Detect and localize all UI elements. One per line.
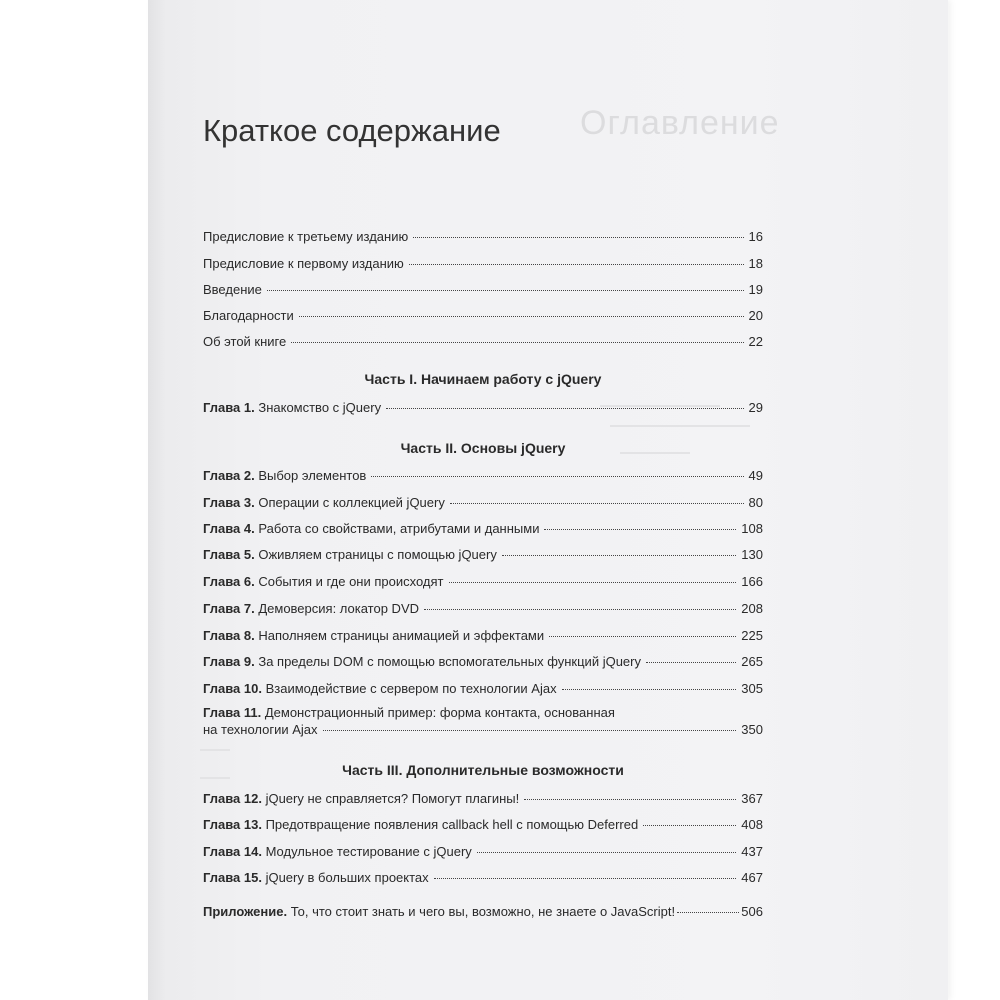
dot-leader <box>434 878 737 879</box>
toc-entry <box>203 256 763 274</box>
bleed-through-heading: Оглавление <box>580 104 780 142</box>
chapter-number: Глава 7. <box>203 601 255 616</box>
toc-entry-page: 350 <box>741 722 763 737</box>
chapter-number: Глава 15. <box>203 870 262 885</box>
toc-entry-page: 130 <box>741 547 763 562</box>
toc-entry <box>203 722 763 740</box>
toc-entry-first-line <box>203 705 763 720</box>
chapter-number: Глава 12. <box>203 791 262 806</box>
toc-entry-label: Благодарности <box>203 308 294 323</box>
toc-entry <box>203 282 763 300</box>
dot-leader <box>643 825 736 826</box>
toc-entry-label: jQuery не справляется? Помогут плагины! <box>265 791 520 806</box>
toc-entry <box>203 844 763 862</box>
toc-entry-page: 408 <box>741 817 763 832</box>
toc-entry-label: Операции с коллекцией jQuery <box>258 495 445 510</box>
bleed-through-line <box>610 425 750 427</box>
toc-entry <box>203 334 763 352</box>
appendix-prefix: Приложение. <box>203 904 288 919</box>
toc-entry <box>203 468 763 486</box>
toc-entry-label: Выбор элементов <box>258 468 367 483</box>
toc-entry-page: 19 <box>748 282 763 297</box>
dot-leader <box>409 264 744 265</box>
toc-entry-page: 22 <box>748 334 763 349</box>
toc-entry <box>203 681 763 699</box>
dot-leader <box>677 912 739 913</box>
toc-entry <box>203 308 763 326</box>
dot-leader <box>646 662 736 663</box>
chapter-number: Глава 14. <box>203 844 262 859</box>
page-title: Краткое содержание <box>203 113 501 148</box>
toc-entry-label: За пределы DOM с помощью вспомогательных функций jQuery <box>258 654 641 669</box>
dot-leader <box>544 529 736 530</box>
toc-entry-label: jQuery в больших проектах <box>265 870 429 885</box>
toc-entry-page: 49 <box>748 468 763 483</box>
chapter-number: Глава 11. <box>203 705 262 720</box>
toc-entry-page: 437 <box>741 844 763 859</box>
dot-leader <box>386 408 743 409</box>
toc-entry <box>203 870 763 888</box>
chapter-number: Глава 8. <box>203 628 255 643</box>
chapter-number: Глава 13. <box>203 817 262 832</box>
toc-entry-page: 16 <box>748 229 763 244</box>
toc-entry <box>203 521 763 539</box>
toc-entry <box>203 654 763 672</box>
dot-leader <box>450 503 744 504</box>
toc-entry-label: Демонстрационный пример: форма контакта, основанная <box>264 705 615 720</box>
dot-leader <box>371 476 743 477</box>
dot-leader <box>267 290 744 291</box>
toc-entry-appendix <box>203 904 763 922</box>
toc-entry-label: То, что стоит знать и чего вы, возможно, не знаете о JavaScript! <box>290 904 676 919</box>
toc-entry-page: 108 <box>741 521 763 536</box>
toc-entry-page: 467 <box>741 870 763 885</box>
chapter-number: Глава 1. <box>203 400 255 415</box>
toc-entry-label: Предисловие к первому изданию <box>203 256 404 271</box>
part-heading: Часть III. Дополнительные возможности <box>342 762 624 778</box>
toc-entry <box>203 495 763 513</box>
toc-entry-label: Предотвращение появления callback hell с помощью Deferred <box>265 817 639 832</box>
chapter-number: Глава 9. <box>203 654 255 669</box>
toc-entry-page: 265 <box>741 654 763 669</box>
toc-entry-label: Взаимодействие с сервером по технологии Ajax <box>265 681 557 696</box>
toc-entry <box>203 400 763 418</box>
toc-entry-page: 80 <box>748 495 763 510</box>
toc-entry-label: Оживляем страницы с помощью jQuery <box>258 547 497 562</box>
toc-entry <box>203 601 763 619</box>
dot-leader <box>549 636 736 637</box>
chapter-number: Глава 6. <box>203 574 255 589</box>
toc-entry <box>203 817 763 835</box>
dot-leader <box>299 316 744 317</box>
toc-entry-page: 208 <box>741 601 763 616</box>
toc-entry-label: Модульное тестирование с jQuery <box>265 844 472 859</box>
toc-entry-page: 225 <box>741 628 763 643</box>
toc-entry-page: 29 <box>748 400 763 415</box>
bleed-through-line <box>200 749 230 751</box>
toc-entry-page: 305 <box>741 681 763 696</box>
toc-entry <box>203 628 763 646</box>
chapter-number: Глава 3. <box>203 495 255 510</box>
dot-leader <box>562 689 737 690</box>
toc-entry-label: Об этой книге <box>203 334 287 349</box>
toc-entry-label: Введение <box>203 282 262 297</box>
toc-entry <box>203 791 763 809</box>
toc-entry-label: События и где они происходят <box>258 574 444 589</box>
dot-leader <box>291 342 743 343</box>
chapter-number: Глава 2. <box>203 468 255 483</box>
toc-entry <box>203 229 763 247</box>
toc-entry-label: Демоверсия: локатор DVD <box>258 601 419 616</box>
chapter-number: Глава 5. <box>203 547 255 562</box>
dot-leader <box>323 730 737 731</box>
toc-entry-label: Предисловие к третьему изданию <box>203 229 409 244</box>
dot-leader <box>449 582 737 583</box>
toc-entry <box>203 547 763 565</box>
part-heading: Часть II. Основы jQuery <box>400 440 566 456</box>
dot-leader <box>524 799 736 800</box>
part-heading: Часть I. Начинаем работу с jQuery <box>364 371 602 387</box>
dot-leader <box>424 609 736 610</box>
chapter-number: Глава 4. <box>203 521 255 536</box>
dot-leader <box>477 852 737 853</box>
toc-entry-page: 166 <box>741 574 763 589</box>
toc-entry-label: Знакомство с jQuery <box>258 400 382 415</box>
toc-entry-page: 20 <box>748 308 763 323</box>
dot-leader <box>502 555 736 556</box>
toc-entry-page: 506 <box>741 904 763 919</box>
toc-entry-page: 18 <box>748 256 763 271</box>
toc-entry <box>203 574 763 592</box>
toc-entry-label-continued: на технологии Ajax <box>203 722 318 737</box>
dot-leader <box>413 237 743 238</box>
toc-entry-label: Наполняем страницы анимацией и эффектами <box>258 628 545 643</box>
chapter-number: Глава 10. <box>203 681 262 696</box>
toc-entry-page: 367 <box>741 791 763 806</box>
toc-entry-label: Работа со свойствами, атрибутами и данными <box>258 521 540 536</box>
